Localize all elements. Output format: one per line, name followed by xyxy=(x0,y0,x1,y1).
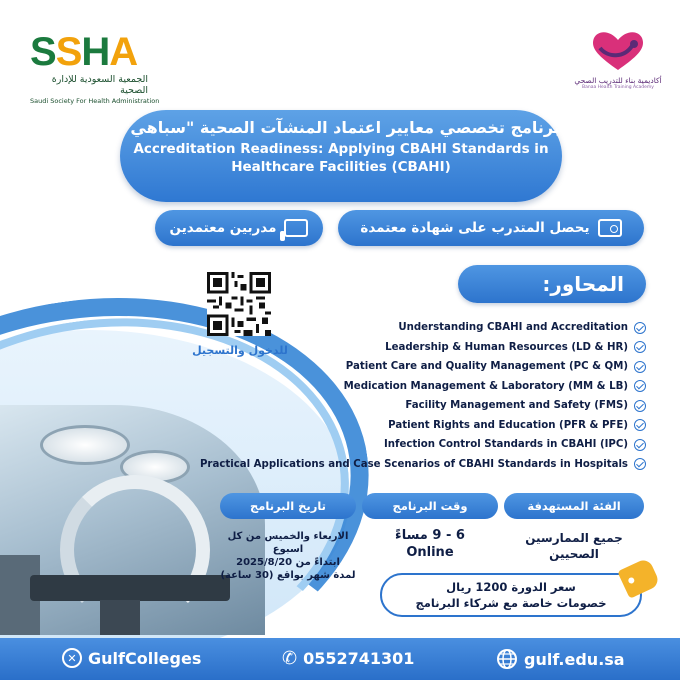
website-link[interactable]: gulf.edu.sa xyxy=(496,648,625,670)
surgical-lamp xyxy=(40,425,130,465)
registration-label: للدخول والتسجيل xyxy=(192,344,288,357)
operating-table xyxy=(30,575,230,601)
ssha-arabic-name: الجمعية السعودية للإدارة الصحية xyxy=(51,74,148,96)
heart-stethoscope-icon xyxy=(588,28,648,72)
list-item: Practical Applications and Case Scenarios of CBAHI Standards in Hospitals xyxy=(222,455,646,475)
target-audience-value: جميع الممارسين الصحيين xyxy=(525,531,623,561)
ssha-wordmark: SSHA xyxy=(30,30,138,74)
list-item: Patient Care and Quality Management (PC & QM) xyxy=(222,357,646,377)
price-text: سعر الدورة 1200 ريال xyxy=(446,580,576,594)
trainers-text: مدربين معتمدين xyxy=(169,220,277,236)
program-title-english-line2: Healthcare Facilities (CBAHI) xyxy=(231,159,451,175)
list-item: Understanding CBAHI and Accreditation xyxy=(222,318,646,338)
topics-list xyxy=(199,318,646,474)
certificate-text: يحصل المتدرب على شهادة معتمدة xyxy=(360,220,590,236)
check-circle-icon xyxy=(634,361,646,373)
price-box xyxy=(380,573,642,617)
phone-link[interactable]: ✆ 0552741301 xyxy=(282,648,415,669)
list-item: Medication Management & Laboratory (MM & LB) xyxy=(222,377,646,397)
trainer-board-icon xyxy=(284,219,308,237)
topics-heading: المحاور: xyxy=(458,265,646,303)
list-item: Infection Control Standards in CBAHI (IPC) xyxy=(222,435,646,455)
banaa-arabic-name: أكاديمية بناء للتدريب الصحي xyxy=(574,76,662,85)
check-circle-icon xyxy=(634,341,646,353)
check-circle-icon xyxy=(634,458,646,470)
discount-text: خصومات خاصة مع شركاء البرنامج xyxy=(415,596,607,610)
banaa-logo xyxy=(568,28,668,90)
certificate-icon xyxy=(598,219,622,237)
social-link[interactable]: ✕ GulfColleges xyxy=(62,648,201,668)
program-time-value: 6 - 9 مساءً Online xyxy=(395,528,465,560)
list-item: Leadership & Human Resources (LD & HR) xyxy=(222,338,646,358)
check-circle-icon xyxy=(634,439,646,451)
list-item: Patient Rights and Education (PFR & PFE) xyxy=(222,416,646,436)
trainers-badge xyxy=(155,210,323,246)
check-circle-icon xyxy=(634,400,646,412)
check-circle-icon xyxy=(634,380,646,392)
globe-icon xyxy=(496,648,518,670)
footer-bar xyxy=(0,638,680,680)
check-circle-icon xyxy=(634,322,646,334)
table-base xyxy=(100,600,140,635)
program-title-banner xyxy=(120,110,562,202)
program-time-heading: وقت البرنامج xyxy=(362,493,498,519)
certificate-badge xyxy=(338,210,644,246)
banaa-english-name: Banaa Health Training Academy xyxy=(582,85,654,90)
program-date-heading: تاريخ البرنامج xyxy=(220,493,356,519)
program-title-english-line1: Accreditation Readiness: Applying CBAHI Standards in xyxy=(133,141,549,157)
x-social-icon: ✕ xyxy=(62,648,82,668)
ssha-logo xyxy=(30,32,160,105)
check-circle-icon xyxy=(634,419,646,431)
program-title-arabic: برنامج تخصصي معايير اعتماد المنشآت الصحية "سباهي" xyxy=(122,118,560,137)
program-date-value: الاربعاء والخميس من كل اسبوع ابتداءً من 2025/8/20 لمدة شهر بواقع (30 ساعة) xyxy=(220,531,356,581)
ssha-english-name: Saudi Society For Health Administration xyxy=(30,97,160,105)
target-audience-heading: الفئة المستهدفة xyxy=(504,493,644,519)
list-item: Facility Management and Safety (FMS) xyxy=(222,396,646,416)
phone-icon: ✆ xyxy=(282,648,298,669)
